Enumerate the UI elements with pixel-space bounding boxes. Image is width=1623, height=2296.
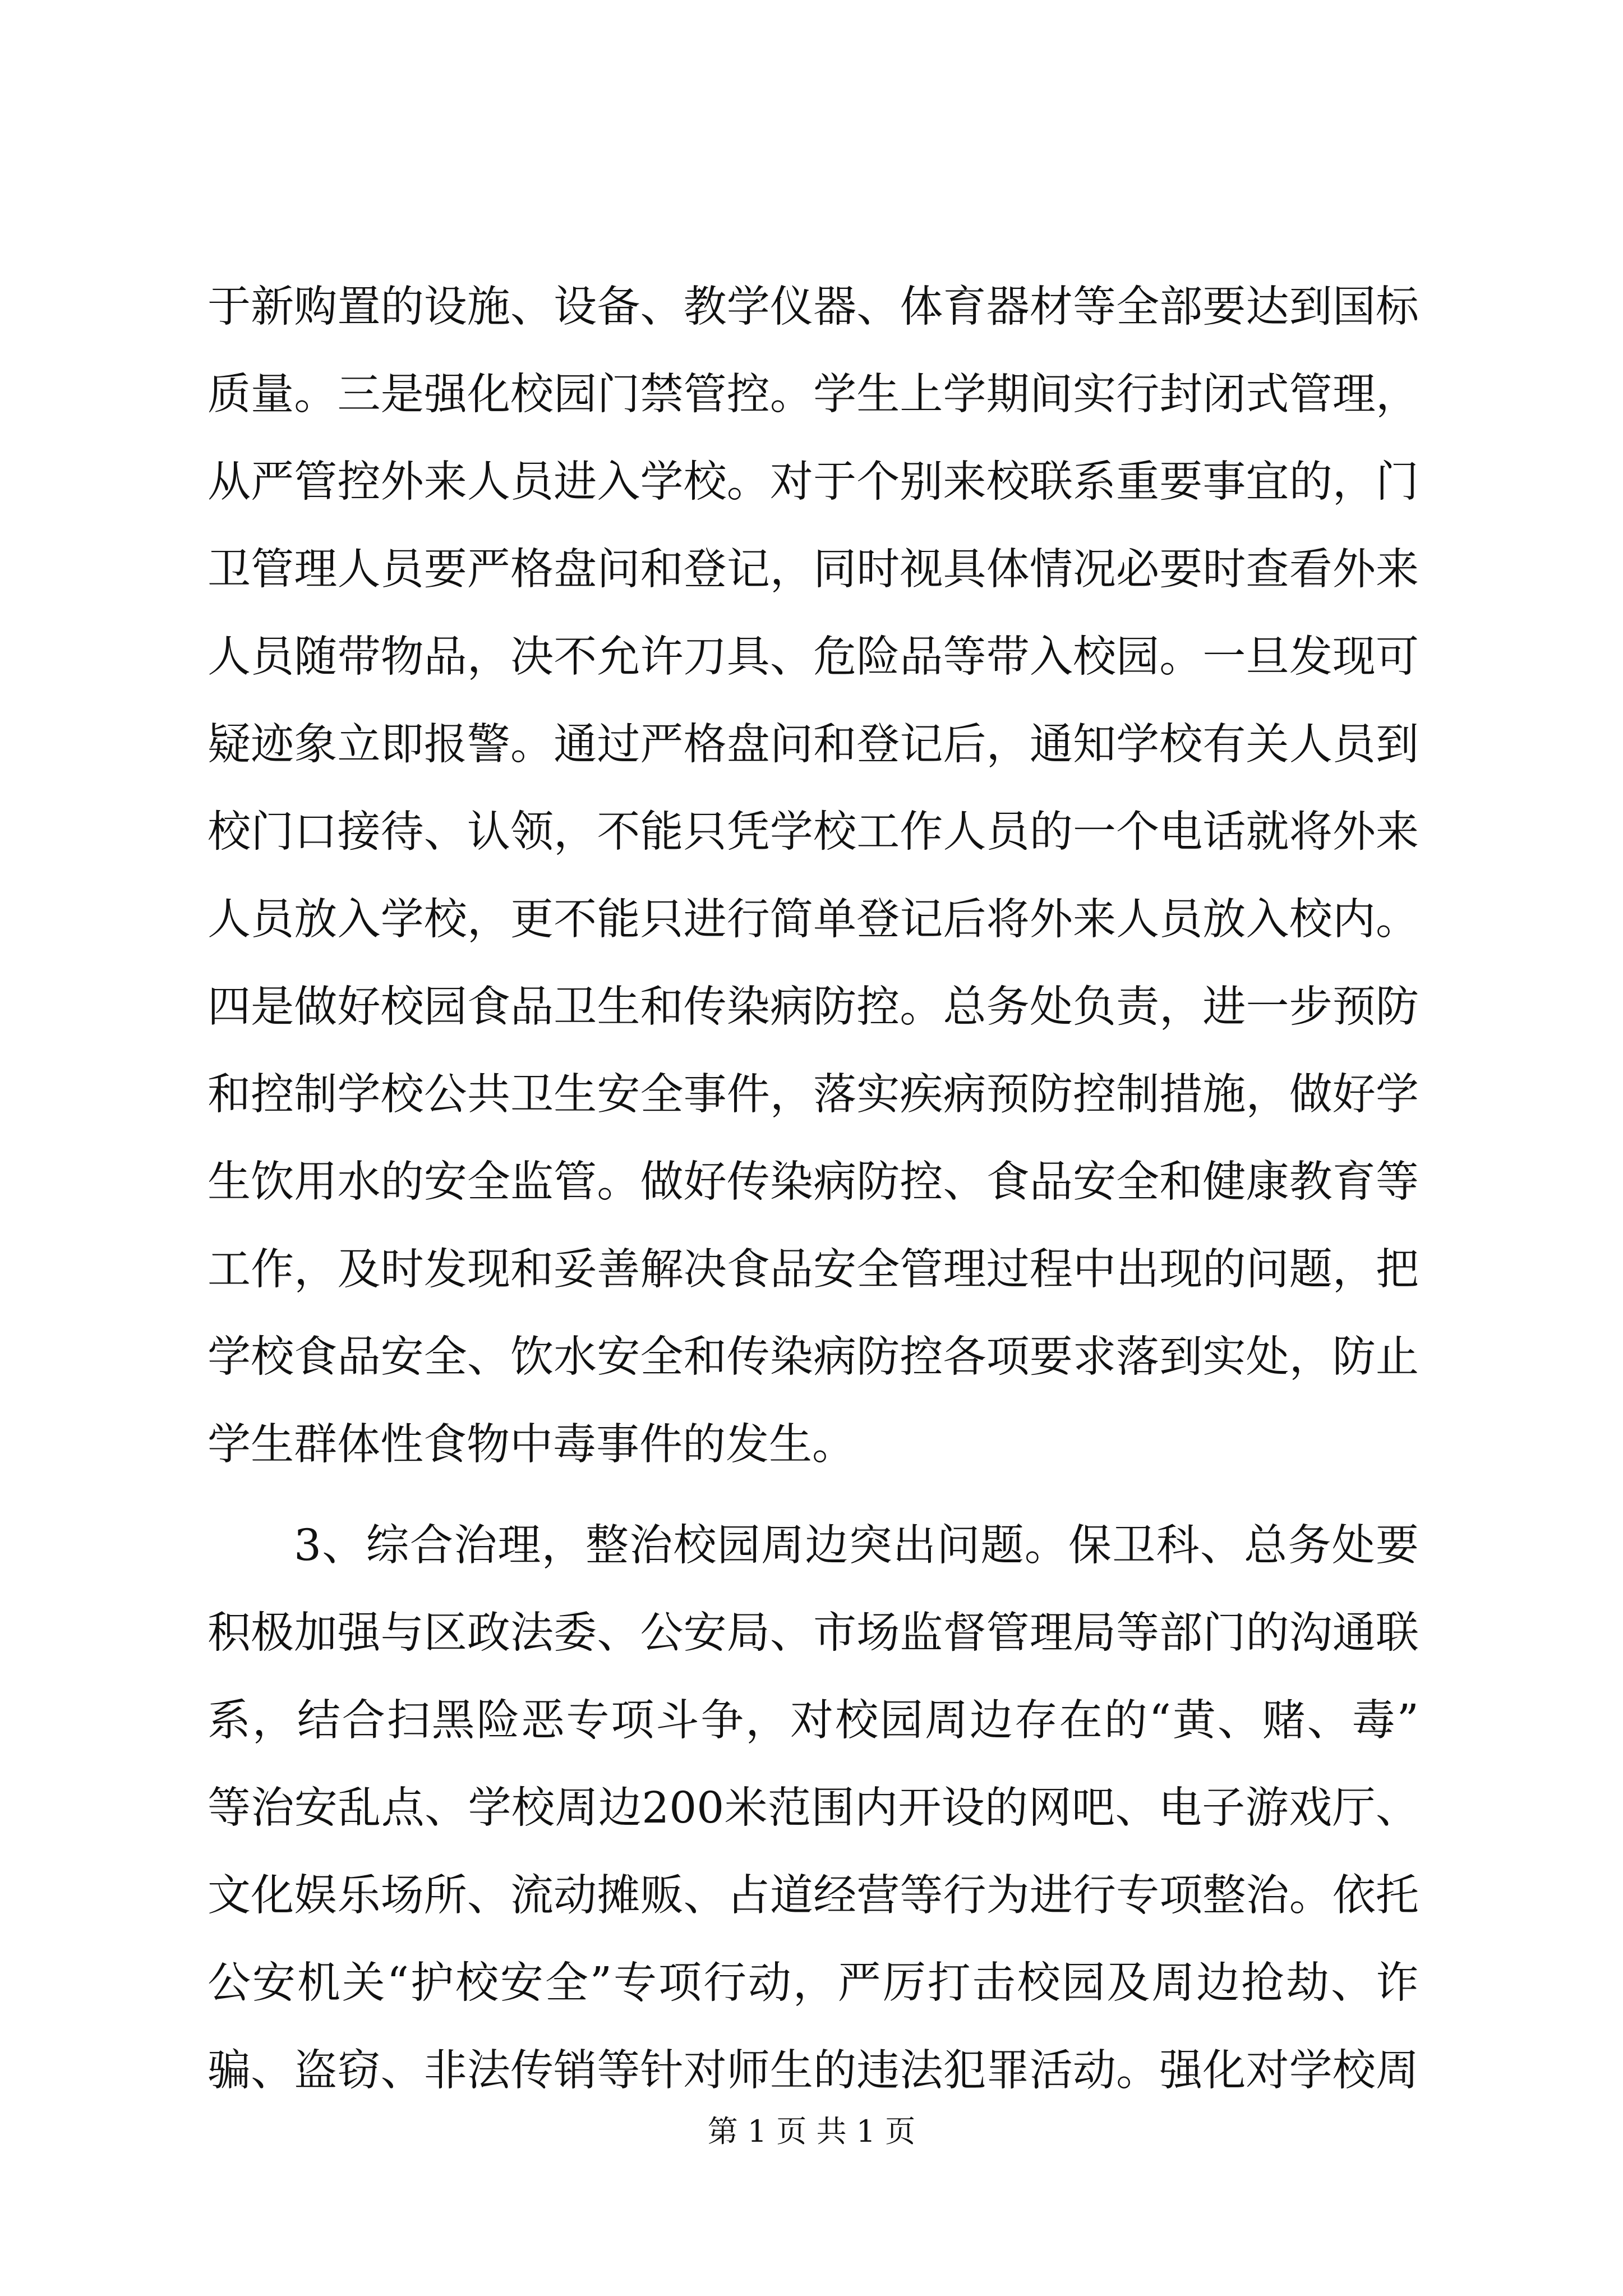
paragraph-2: [208, 1502, 1419, 2115]
text-line: 积极加强与区政法委、公安局、市场监督管理局等部门的沟通联: [208, 1608, 1419, 1658]
text-line: 3、综合治理，整治校园周边突出问题。保卫科、总务处要: [294, 1521, 1419, 1571]
text-line: 学生群体性食物中毒事件的发生。: [208, 1420, 855, 1470]
text-line: 公安机关“护校安全”专项行动，严厉打击校园及周边抢劫、诈: [208, 1958, 1419, 2008]
text-line: 生饮用水的安全监管。做好传染病防控、食品安全和健康教育等: [208, 1157, 1419, 1207]
text-line: 等治安乱点、学校周边200米范围内开设的网吧、电子游戏厅、: [208, 1783, 1419, 1833]
text-line: 质量。三是强化校园门禁管控。学生上学期间实行封闭式管理，: [208, 370, 1419, 420]
text-line: 卫管理人员要严格盘问和登记，同时视具体情况必要时查看外来: [208, 545, 1419, 595]
text-line: 骗、盗窃、非法传销等针对师生的违法犯罪活动。强化对学校周: [208, 2046, 1419, 2096]
text-line: 系，结合扫黑险恶专项斗争，对校园周边存在的“黄、赌、毒”: [208, 1696, 1419, 1746]
text-line: 文化娱乐场所、流动摊贩、占道经营等行为进行专项整治。依托: [208, 1871, 1419, 1921]
text-line: 校门口接待、认领，不能只凭学校工作人员的一个电话就将外来: [208, 807, 1419, 857]
text-line: 四是做好校园食品卫生和传染病防控。总务处负责，进一步预防: [208, 982, 1419, 1032]
text-line: 人员随带物品，决不允许刀具、危险品等带入校园。一旦发现可: [208, 632, 1419, 682]
page-footer: [0, 2109, 1623, 2154]
text-line: 工作，及时发现和妥善解决食品安全管理过程中出现的问题，把: [208, 1245, 1419, 1295]
text-line: 疑迹象立即报警。通过严格盘问和登记后，通知学校有关人员到: [208, 720, 1419, 770]
page-number-label: 第 1 页 共 1 页: [707, 2114, 916, 2149]
text-line: 和控制学校公共卫生安全事件，落实疾病预防控制措施，做好学: [208, 1070, 1419, 1120]
document-body: [208, 264, 1419, 2115]
text-line: 从严管控外来人员进入学校。对于个别来校联系重要事宜的，门: [208, 457, 1419, 507]
text-line: 人员放入学校，更不能只进行简单登记后将外来人员放入校内。: [208, 895, 1419, 945]
text-line: 学校食品安全、饮水安全和传染病防控各项要求落到实处，防止: [208, 1332, 1419, 1382]
paragraph-1: [208, 264, 1419, 1489]
text-line: 于新购置的设施、设备、教学仪器、体育器材等全部要达到国标: [208, 282, 1419, 332]
